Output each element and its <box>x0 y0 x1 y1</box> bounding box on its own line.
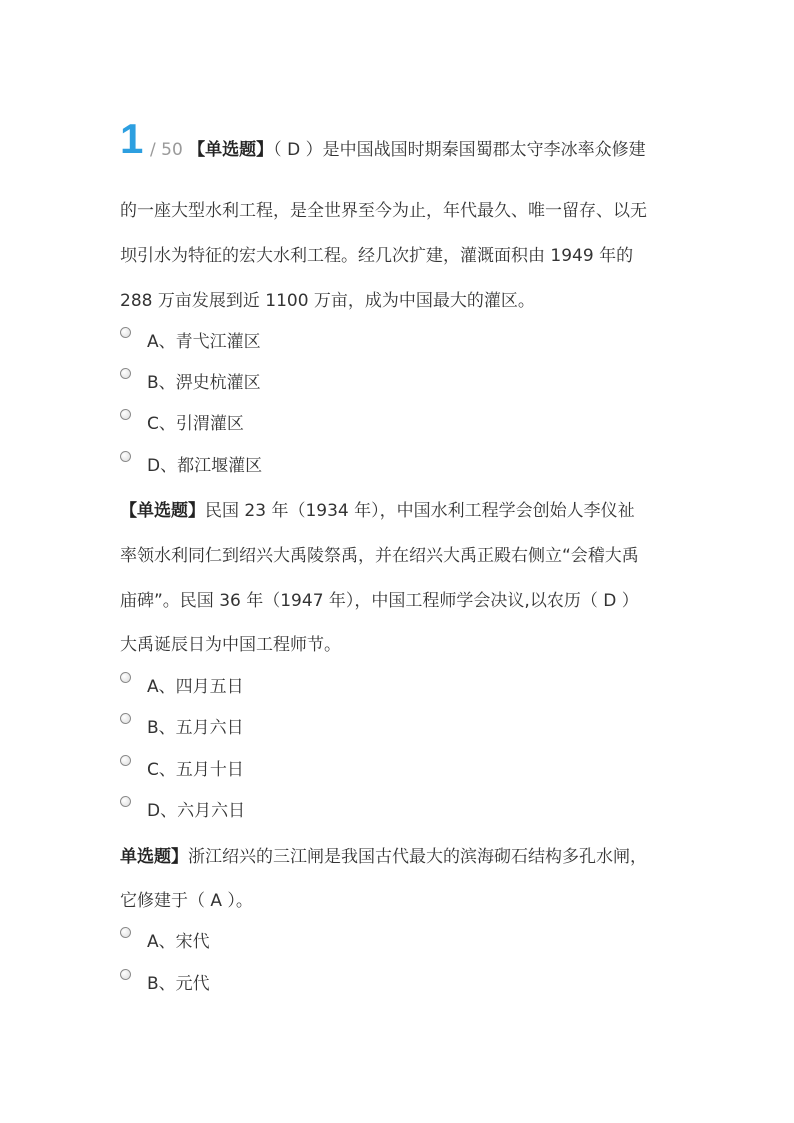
option-c[interactable] <box>120 410 244 432</box>
radio-button[interactable] <box>120 409 131 420</box>
option-label: C、五月十日 <box>147 759 244 780</box>
option-d[interactable] <box>120 797 245 819</box>
option-a[interactable] <box>120 673 244 695</box>
radio-button[interactable] <box>120 927 131 938</box>
question-text: 浙江绍兴的三江闸是我国古代最大的滨海砌石结构多孔水闸， <box>188 847 647 867</box>
radio-button[interactable] <box>120 368 131 379</box>
option-label: C、引渭灌区 <box>147 413 244 434</box>
option-label: B、淠史杭灌区 <box>147 372 261 393</box>
option-label: A、青弋江灌区 <box>147 331 261 352</box>
option-label: A、宋代 <box>147 931 210 952</box>
question-type-tag: 单选题】 <box>120 847 188 867</box>
option-label: A、四月五日 <box>147 676 244 697</box>
question-text: （ D ）是中国战国时期秦国蜀郡太守李冰率众修建 <box>273 140 646 160</box>
question-number: 1 <box>120 115 144 162</box>
question-type-tag: 【单选题】 <box>188 140 274 160</box>
question-type-tag: 【单选题】 <box>120 501 205 521</box>
option-label: B、元代 <box>147 973 210 994</box>
radio-button[interactable] <box>120 969 131 980</box>
question-total: / 50 <box>150 140 183 160</box>
radio-button[interactable] <box>120 327 131 338</box>
radio-button[interactable] <box>120 796 131 807</box>
option-label: B、五月六日 <box>147 717 244 738</box>
question-text: 率领水利同仁到绍兴大禹陵祭禹，并在绍兴大禹正殿右侧立“会稽大禹 <box>120 546 639 566</box>
option-label: D、都江堰灌区 <box>147 455 263 476</box>
question-text: 的一座大型水利工程，是全世界至今为止，年代最久、唯一留存、以无 <box>120 201 647 221</box>
option-b[interactable] <box>120 369 261 391</box>
option-a[interactable] <box>120 328 261 350</box>
question-text: 大禹诞辰日为中国工程师节。 <box>120 635 341 655</box>
radio-button[interactable] <box>120 672 131 683</box>
question-text: 庙碑”。民国 36 年（1947 年），中国工程师学会决议,以农历（ D ） <box>120 591 639 611</box>
question-text: 它修建于（ A ）。 <box>120 891 253 911</box>
option-label: D、六月六日 <box>147 800 246 821</box>
radio-button[interactable] <box>120 755 131 766</box>
question-text: 坝引水为特征的宏大水利工程。经几次扩建，灌溉面积由 1949 年的 <box>120 246 634 266</box>
question-2-line-1 <box>120 500 680 522</box>
radio-button[interactable] <box>120 713 131 724</box>
radio-button[interactable] <box>120 451 131 462</box>
option-a[interactable] <box>120 928 210 950</box>
question-3-line-1 <box>120 846 680 868</box>
option-b[interactable] <box>120 714 244 736</box>
option-c[interactable] <box>120 756 244 778</box>
question-text: 288 万亩发展到近 1100 万亩，成为中国最大的灌区。 <box>120 291 535 311</box>
option-b[interactable] <box>120 970 210 992</box>
question-1-line-1 <box>150 139 710 161</box>
question-text: 民国 23 年（1934 年），中国水利工程学会创始人李仪祉 <box>205 501 635 521</box>
option-d[interactable] <box>120 452 262 474</box>
